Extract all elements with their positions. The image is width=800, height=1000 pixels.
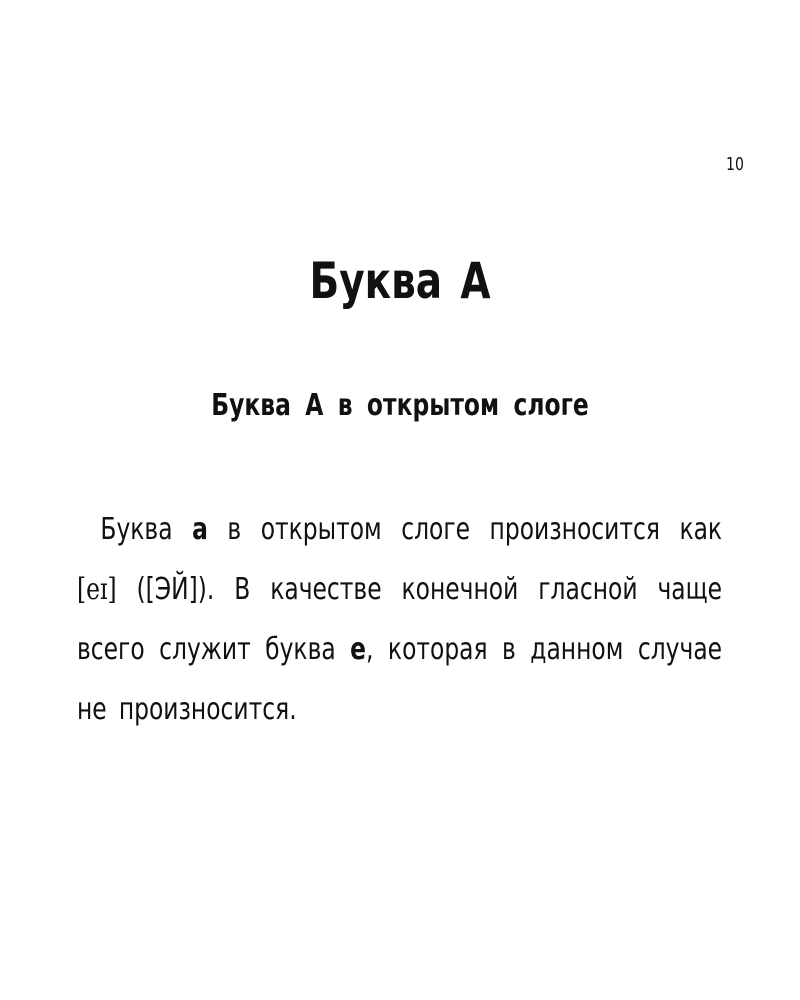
- paragraph-text-3: ([ЭЙ]). В качестве конечной гласной чаще всего служит буква: [77, 572, 723, 667]
- body-container: [77, 500, 722, 740]
- paragraph-text-4: , которая в данном случае не произносится.: [77, 632, 723, 727]
- body-paragraph: [77, 500, 722, 740]
- paragraph-text-2: в открытом слоге произносится как: [207, 512, 723, 547]
- section-subtitle: Буква А в открытом слоге: [211, 388, 589, 423]
- phonetic-transcription: [eɪ]: [77, 572, 117, 607]
- letter-e: e: [350, 632, 367, 667]
- paragraph-text-1: Буква: [100, 512, 193, 547]
- page-title: Буква А: [309, 252, 491, 310]
- letter-a: a: [192, 512, 208, 547]
- page-number: 10: [726, 154, 744, 175]
